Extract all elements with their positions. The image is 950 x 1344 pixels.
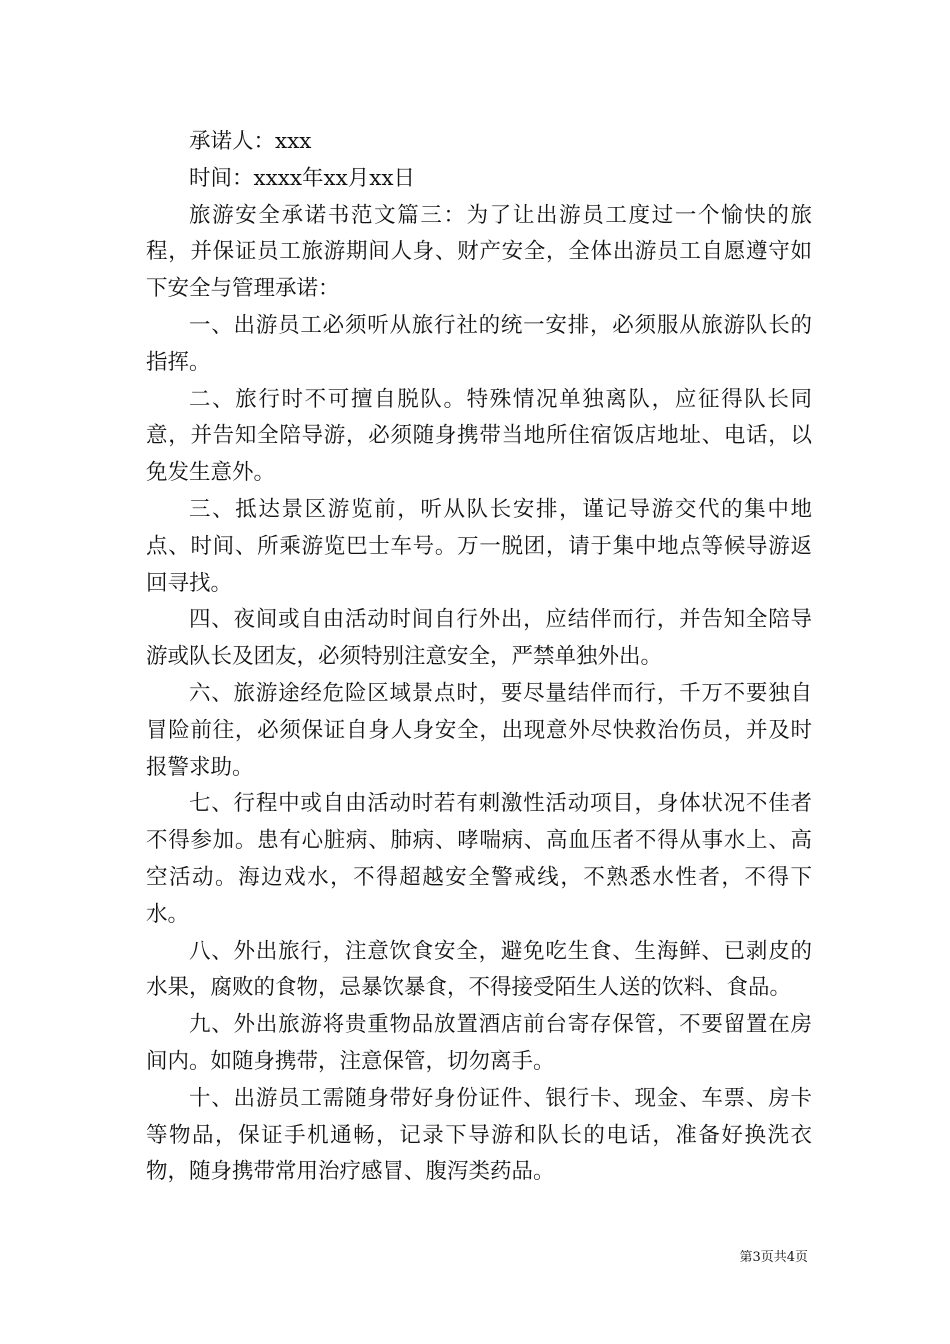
clause-6: 六、旅游途经危险区域景点时，要尽量结伴而行，千万不要独自冒险前往，必须保证自身人身安全，出现意外尽快救治伤员，并及时报警求助。 (146, 680, 812, 780)
clause-1: 一、出游员工必须听从旅行社的统一安排，必须服从旅游队长的指挥。 (146, 312, 812, 375)
clause-8: 八、外出旅行，注意饮食安全，避免吃生食、生海鲜、已剥皮的水果，腐败的食物，忌暴饮暴食，不得接受陌生人送的饮料、食品。 (146, 938, 812, 1001)
clause-9: 九、外出旅游将贵重物品放置酒店前台寄存保管，不要留置在房间内。如随身携带，注意保管，切勿离手。 (146, 1012, 812, 1074)
page-number: 第3页共4页 (739, 1250, 808, 1265)
signatory-line: 承诺人：xxx (189, 129, 312, 154)
clause-10: 十、出游员工需随身带好身份证件、银行卡、现金、车票、房卡等物品，保证手机通畅，记录下导游和队长的电话，准备好换洗衣物，随身携带常用治疗感冒、腹泻类药品。 (146, 1085, 812, 1185)
clause-2: 二、旅行时不可擅自脱队。特殊情况单独离队，应征得队长同意，并告知全陪导游，必须随身携带当地所住宿饭店地址、电话，以免发生意外。 (146, 386, 812, 486)
document-body (146, 124, 812, 1191)
clause-4: 四、夜间或自由活动时间自行外出，应结伴而行，并告知全陪导游或队长及团友，必须特别注意安全，严禁单独外出。 (146, 607, 812, 670)
clause-3: 三、抵达景区游览前，听从队长安排，谨记导游交代的集中地点、时间、所乘游览巴士车号。万一脱团，请于集中地点等候导游返回寻找。 (146, 496, 812, 596)
date-line: 时间：xxxx年xx月xx日 (189, 165, 416, 191)
intro-paragraph: 旅游安全承诺书范文篇三：为了让出游员工度过一个愉快的旅程，并保证员工旅游期间人身、财产安全，全体出游员工自愿遵守如下安全与管理承诺： (146, 202, 812, 302)
clause-7: 七、行程中或自由活动时若有刺激性活动项目，身体状况不佳者不得参加。患有心脏病、肺病、哮喘病、高血压者不得从事水上、高空活动。海边戏水，不得超越安全警戒线，不熟悉水性者，不得下水。 (146, 791, 812, 927)
